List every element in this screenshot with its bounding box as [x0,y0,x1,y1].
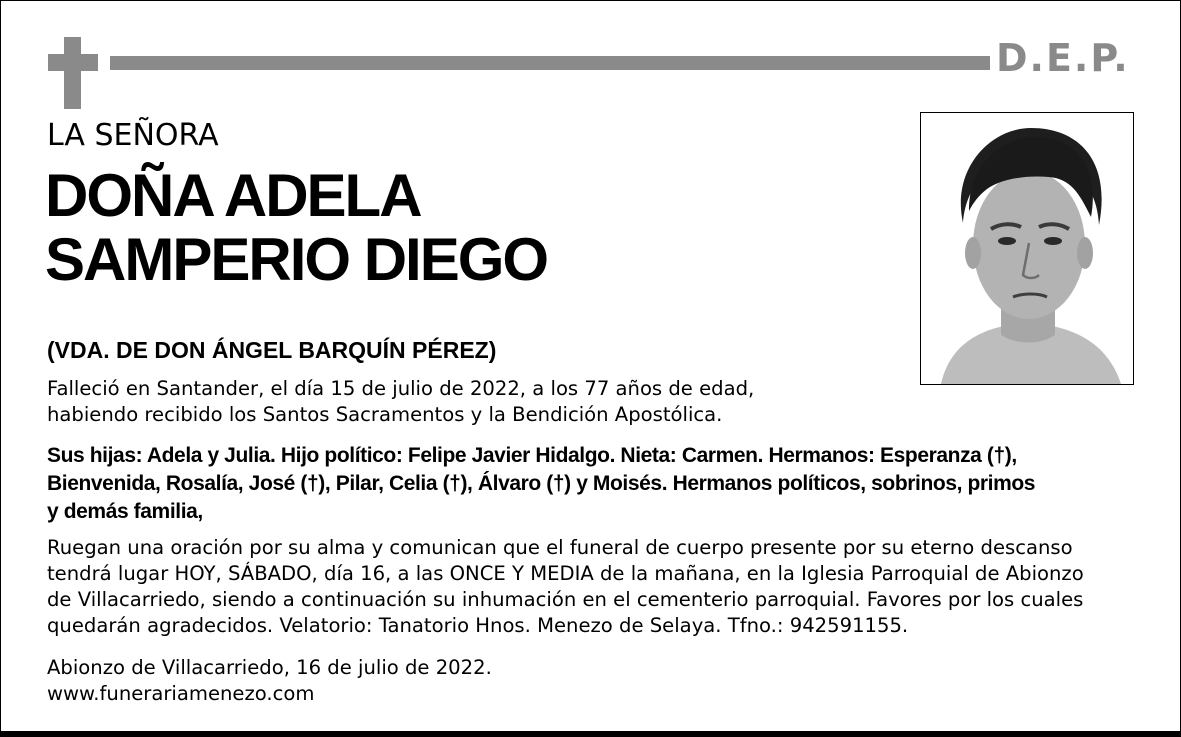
place-date: Abionzo de Villacarriedo, 16 de julio de 2022. [47,656,492,679]
family-line-1: Sus hijas: Adela y Julia. Hijo político: Felipe Javier Hidalgo. Nieta: Carmen. Hermanos: Esperanza (†), [47,444,1017,467]
website-link[interactable]: www.funerariamenezo.com [47,682,315,705]
death-line-1: Falleció en Santander, el día 15 de julio de 2022, a los 77 años de edad, [47,377,755,400]
name-line-1: DOÑA ADELA [45,162,421,229]
funeral-line-1: Ruegan una oración por su alma y comunican que el funeral de cuerpo presente por su eterno descanso [47,536,1073,559]
name-line-2: SAMPERIO DIEGO [45,226,548,293]
funeral-line-2: tendrá lugar HOY, SÁBADO, día 16, a las ONCE Y MEDIA de la mañana, en la Iglesia Parroquial de Abionzo [47,562,1084,585]
deceased-name [45,162,548,294]
widow-of: (VDA. DE DON ÁNGEL BARQUÍN PÉREZ) [47,337,497,363]
death-line-2: habiendo recibido los Santos Sacramentos y la Bendición Apostólica. [47,403,723,426]
portrait-photo [920,112,1134,385]
cross-icon [64,37,81,109]
family-paragraph [47,442,1157,526]
funeral-line-3: de Villacarriedo, siendo a continuación su inhumación en el cementerio parroquial. Favores por los cuales [47,588,1084,611]
family-line-2: Bienvenida, Rosalía, José (†), Pilar, Celia (†), Álvaro (†) y Moisés. Hermanos políticos, sobrinos, primos [47,472,1036,495]
header-rule [110,56,990,70]
family-line-3: y demás familia, [47,500,203,523]
bottom-rule [0,731,1181,737]
portrait-image [921,113,1133,384]
pre-title: LA SEÑORA [47,118,219,153]
cross-icon-bar [48,54,98,71]
dep-label: D.E.P. [996,36,1130,80]
funeral-paragraph [47,535,1157,639]
funeral-line-4: quedarán agradecidos. Velatorio: Tanatorio Hnos. Menezo de Selaya. Tfno.: 942591155. [47,614,909,637]
